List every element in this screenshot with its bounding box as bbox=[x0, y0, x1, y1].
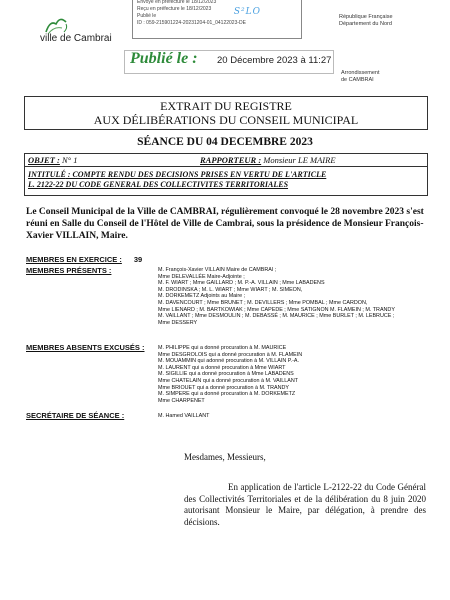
list-item: M. VAILLANT ; Mme DESMOULIN ; M. DEBASSÉ ; M. MAURICE ; Mme BURLET ; M. LEBRUCE ; bbox=[158, 313, 395, 320]
body-paragraph: En application de l'article L-2122-22 du Code Général des Collectivités Territoriales et de la délibération du 8 juin 2020 autorisant Monsieur le Maire, par délégation, à prendre des décisions. bbox=[184, 482, 426, 527]
list-item: M. DAVENCOURT ; Mme BRUNET ; M. DEVILLERS ; Mme POMBAL ; Mme CARDON, bbox=[158, 299, 368, 306]
intitule-label: INTITULÉ bbox=[28, 170, 66, 179]
register-title: EXTRAIT DU REGISTRE bbox=[160, 99, 292, 113]
list-item: M. DRODINSKA ; M. L. WIART ; Mme WIART ; M. SIMEON, bbox=[158, 286, 303, 293]
intitule-line2: L. 2122-22 DU CODE GENERAL DES COLLECTIVITES TERRITORIALES bbox=[28, 180, 289, 189]
rapporteur-label: RAPPORTEUR : bbox=[200, 155, 262, 165]
list-item: Mme CHARPENET bbox=[158, 397, 205, 404]
list-item: M. F. WIART ; Mme GAILLARD ; M. P.-A. VILLAIN ; Mme LABADENS bbox=[158, 280, 325, 287]
prefecture-stamp bbox=[132, 0, 302, 39]
register-title-box bbox=[24, 96, 428, 130]
present-members-label: MEMBRES PRÉSENTS : bbox=[26, 266, 112, 275]
list-item: Mme DESSERY bbox=[158, 319, 198, 326]
members-count-label: MEMBRES EN EXERCICE : bbox=[26, 255, 122, 264]
stamp-line: ID : 059-215901224-20231204-01_04122023-DE bbox=[137, 20, 246, 26]
members-count-value: 39 bbox=[133, 255, 143, 264]
list-item: M. LAURENT qui a donné procuration à Mme WIART bbox=[158, 364, 286, 371]
stamp-signature: S²LO bbox=[233, 7, 261, 17]
list-item: M. SIGILLIE qui a donné procuration à Mme LABADENS bbox=[158, 371, 294, 378]
objet-value: N° 1 bbox=[59, 155, 78, 165]
republic-header bbox=[339, 14, 393, 28]
list-item: Mme LIENARD ; M. BARTKOWIAK ; Mme CAPEDE ; Mme SATIGNON M. FLAMEIN ; M. TRANDY bbox=[158, 306, 395, 313]
logo-name: ville de Cambrai bbox=[40, 33, 112, 44]
intitule-value: : COMPTE RENDU DES DECISIONS PRISES EN VERTU DE L'ARTICLE bbox=[65, 170, 327, 179]
stamp-line: Reçu en préfecture le 18/12/2023 bbox=[137, 6, 212, 12]
rapporteur bbox=[200, 155, 336, 165]
members-count-row bbox=[26, 249, 142, 267]
list-item: M. SIMPERE qui a donné procuration à M. DORKEMETZ bbox=[158, 391, 296, 398]
salutation: Mesdames, Messieurs, bbox=[184, 452, 266, 462]
present-members-list bbox=[158, 267, 428, 326]
list-item: Mme DESGROLOIS qui a donné procuration à M. FLAMEIN bbox=[158, 351, 303, 358]
secretary-label: SECRÉTAIRE DE SÉANCE : bbox=[26, 411, 125, 420]
publication-label: Publié le : bbox=[130, 50, 198, 67]
list-item: Mme CHATELAIN qui a donné procuration à M. VAILLANT bbox=[158, 377, 299, 384]
stamp-line: Publié le bbox=[137, 13, 157, 19]
rapporteur-value: Monsieur LE MAIRE bbox=[261, 155, 336, 165]
arrondissement-line: de CAMBRAI bbox=[341, 77, 374, 83]
list-item: Mme BRIOUET qui a donné procuration à M. TRANDY bbox=[158, 384, 290, 391]
intitule bbox=[28, 170, 418, 190]
list-item: M. PHILIPPE qui a donné procuration à M. MAURICE bbox=[158, 345, 287, 351]
arrondissement bbox=[341, 70, 380, 84]
absent-members-list bbox=[158, 345, 428, 404]
objet bbox=[28, 155, 77, 165]
seance-date: SÉANCE DU 04 DECEMBRE 2023 bbox=[137, 136, 313, 148]
department-line: Département du Nord bbox=[339, 21, 392, 27]
objet-label: OBJET : bbox=[28, 155, 60, 165]
list-item: M. MOUAMMIN qui adonné procuration à M. VILLAIN P.-A. bbox=[158, 358, 300, 365]
intro-paragraph: Le Conseil Municipal de la Ville de CAMBRAI, régulièrement convoqué le 28 novembre 2023 s'est réuni en Salle du Conseil de l'Hôtel de Ville de Cambrai, sous la présidence de Monsieur François-Xavier VILLAIN, Maire. bbox=[26, 207, 424, 241]
list-item: Mme DELEVALLÉE Maire-Adjointe ; bbox=[158, 273, 245, 280]
objet-divider bbox=[24, 166, 428, 167]
stamp-line: Envoyé en préfecture le 18/12/2023 bbox=[137, 0, 217, 5]
absent-members-label: MEMBRES ABSENTS EXCUSÉS : bbox=[26, 343, 145, 352]
arrondissement-line: Arrondissement bbox=[341, 70, 380, 76]
republic-line: République Française bbox=[339, 14, 393, 20]
list-item: M. DORKEMETZ Adjoints au Maire ; bbox=[158, 293, 246, 300]
register-subtitle: AUX DÉLIBÉRATIONS DU CONSEIL MUNICIPAL bbox=[93, 113, 359, 127]
list-item: M. François-Xavier VILLAIN Maire de CAMBRAI ; bbox=[158, 267, 277, 273]
publication-date: 20 Décembre 2023 à 11:27 bbox=[217, 55, 332, 66]
secretary-value: M. Hamed VAILLANT bbox=[158, 413, 210, 419]
